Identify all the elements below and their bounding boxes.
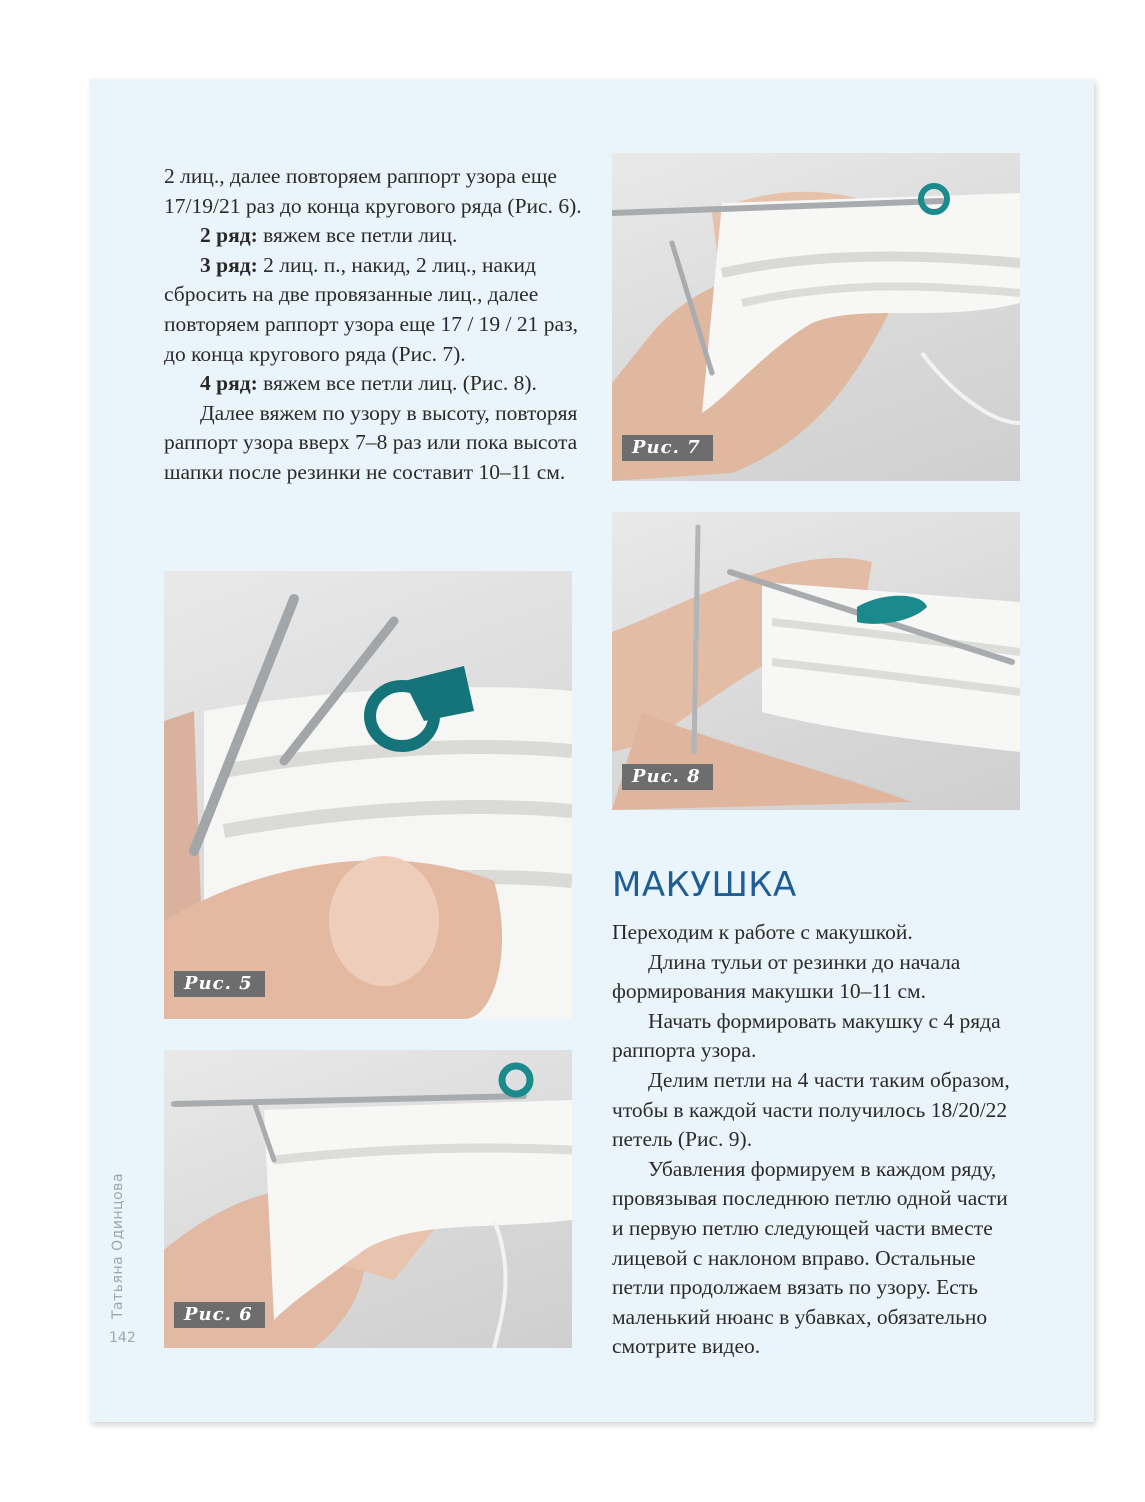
row-2-label: 2 ряд: xyxy=(200,223,258,248)
row-3-label: 3 ряд: xyxy=(200,252,258,277)
paragraph-row-3 xyxy=(164,251,584,369)
page-number: 142 xyxy=(109,1330,136,1346)
paragraph-crown-divide: Делим петли на 4 части таким образом, чтобы в каждой части получилось 18/20/22 петель (Рис. 9). xyxy=(612,1067,1010,1152)
left-text-column xyxy=(164,162,584,488)
paragraph-crown-decreases: Убавления формируем в каждом ряду, провязывая последнюю петлю одной части и первую петлю следующей части вместе лицевой с наклоном вправо. Остальные петли продолжаем вязать по узору. Есть маленький нюанс в убавках, обязательно смотрите видео. xyxy=(612,1156,1008,1359)
figure-8-label: Рис. 8 xyxy=(622,764,713,790)
figure-5-photo xyxy=(164,571,572,1019)
knitting-illustration xyxy=(164,571,572,1019)
paragraph-height: Далее вяжем по узору в высоту, повторяя раппорт узора вверх 7–8 раз или пока высота шапки после резинки не составит 10–11 см. xyxy=(164,400,578,484)
row-2-text: вяжем все петли лиц. xyxy=(257,223,458,248)
row-4-text: вяжем все петли лиц. (Рис. 8). xyxy=(257,371,537,396)
paragraph-continuation: 2 лиц., далее повторяем раппорт узора еще 17/19/21 раз до конца кругового ряда (Рис. 6). xyxy=(164,164,582,218)
paragraph-crown-intro: Переходим к работе с макушкой. xyxy=(612,920,913,944)
section-heading: МАКУШКА xyxy=(612,865,797,905)
row-3-text: 2 лиц. п., накид, 2 лиц., накид сбросить на две провязанные лиц., далее повторяем раппорт узора еще 17 / 19 / 21 раз, до конца кругового ряда (Рис. 7). xyxy=(164,252,578,366)
author-running-head: Татьяна Одинцова xyxy=(110,1172,126,1319)
figure-5-label: Рис. 5 xyxy=(174,971,265,997)
figure-6-label: Рис. 6 xyxy=(174,1302,265,1328)
knitting-illustration xyxy=(612,153,1020,481)
book-page xyxy=(90,79,1094,1422)
paragraph-row-4 xyxy=(164,369,584,399)
right-text-column xyxy=(612,918,1022,1362)
paragraph-row-2 xyxy=(164,221,584,251)
paragraph-crown-length: Длина тульи от резинки до начала формирования макушки 10–11 см. xyxy=(612,949,961,1004)
figure-7-label: Рис. 7 xyxy=(622,435,713,461)
paragraph-crown-start: Начать формировать макушку с 4 ряда раппорта узора. xyxy=(612,1008,1001,1063)
row-4-label: 4 ряд: xyxy=(200,371,258,396)
figure-7-photo xyxy=(612,153,1020,481)
figure-8-photo xyxy=(612,512,1020,810)
figure-6-photo xyxy=(164,1050,572,1348)
